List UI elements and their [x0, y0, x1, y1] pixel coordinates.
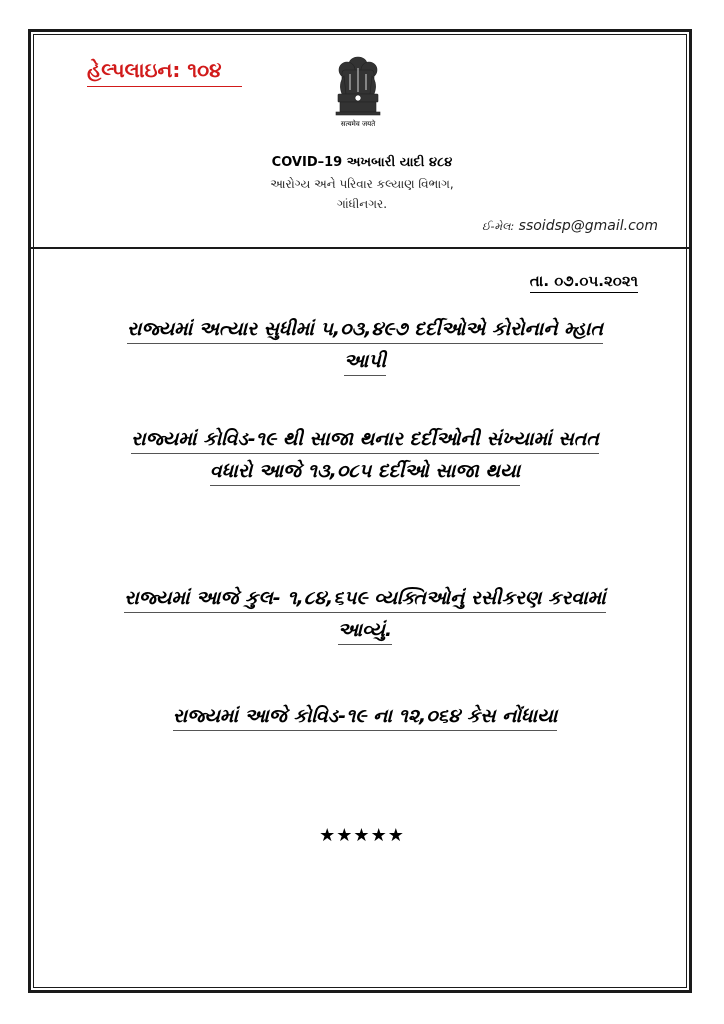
headline-line: આપી	[344, 350, 386, 376]
headline-new-cases	[95, 705, 635, 737]
headline-line: રાજ્યમાં અત્યાર સુધીમાં ૫,૦૩,૪૯૭ દર્દીઓએ કોરોનાને મ્હાત	[127, 318, 603, 344]
headline-line: વધારો આજે ૧૩,૦૮૫ દર્દીઓ સાજા થયા	[210, 460, 520, 486]
headline-vaccination	[95, 587, 635, 651]
headline-recoveries-total	[95, 318, 635, 382]
headline-line: રાજ્યમાં આજે કોવિડ-૧૯ ના ૧૨,૦૬૪ કેસ નોંધાયા	[173, 705, 558, 731]
header-divider	[31, 247, 689, 249]
headline-line: રાજ્યમાં આજે કુલ- ૧,૮૪,૬૫૯ વ્યક્તિઓનું રસીકરણ કરવામાં	[124, 587, 605, 613]
email-address: ssoidsp@gmail.com	[518, 218, 658, 234]
national-emblem-icon	[328, 54, 388, 124]
headline-recoveries-today	[95, 428, 635, 492]
department-name: આરોગ્ય અને પરિવાર કલ્યાણ વિભાગ,	[270, 177, 454, 191]
headline-line: આવ્યું.	[338, 619, 392, 645]
press-release-title: COVID–19 અખબારી યાદી ૪૮૪	[271, 155, 453, 170]
emblem-motto: सत्यमेव जयते	[340, 120, 376, 128]
helpline-number: હેલ્પલાઇન: ૧૦૪	[87, 58, 242, 87]
release-date: તા. ૦૭.૦૫.૨૦૨૧	[530, 272, 638, 293]
email-label: ઈ-મેલ:	[481, 220, 515, 233]
end-stars: ★★★★★	[319, 825, 405, 846]
city-name: ગાંધીનગર.	[336, 197, 388, 211]
email-line	[482, 218, 658, 234]
headline-line: રાજ્યમાં કોવિડ-૧૯ થી સાજા થનાર દર્દીઓની સંખ્યામાં સતત	[131, 428, 599, 454]
